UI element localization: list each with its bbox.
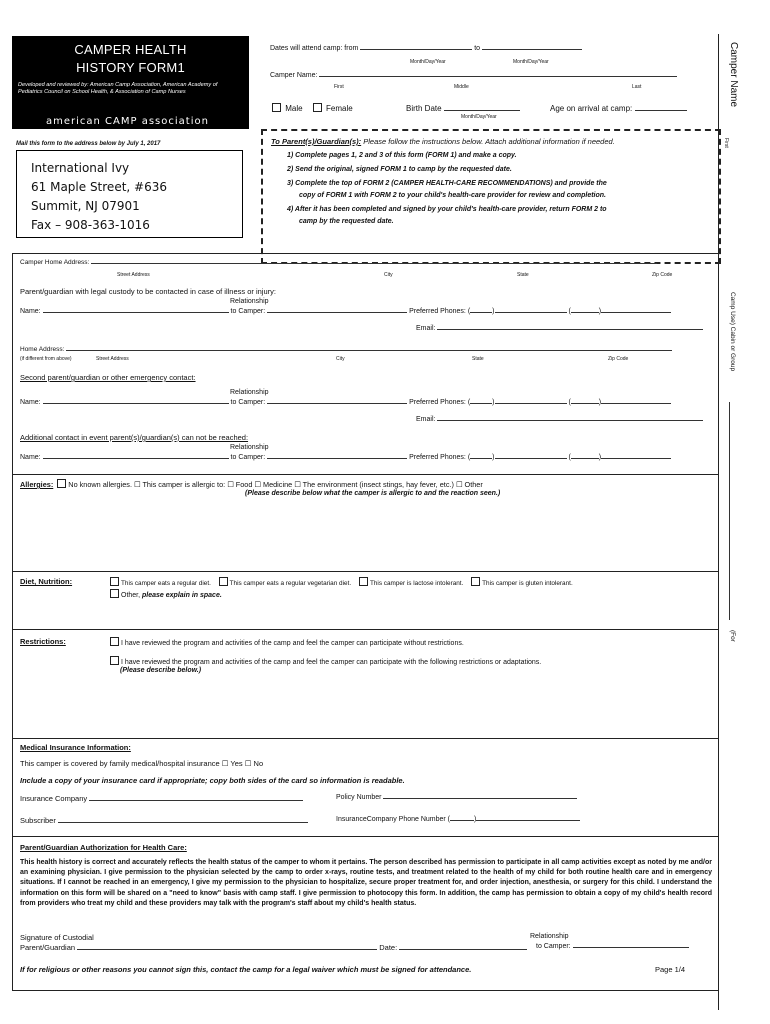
relationship-label-3: Relationship bbox=[230, 444, 269, 451]
regular-diet-checkbox[interactable] bbox=[110, 577, 119, 586]
policy-number-row: Policy Number bbox=[336, 794, 577, 801]
last-label: Last bbox=[632, 84, 642, 90]
additional-phone2-number[interactable] bbox=[601, 458, 671, 459]
parent2-phone2-area[interactable] bbox=[571, 403, 599, 404]
female-checkbox[interactable] bbox=[313, 103, 322, 112]
form-title-line1: CAMPER HEALTH bbox=[74, 42, 187, 57]
parent1-phone2-area[interactable] bbox=[571, 312, 599, 313]
sig-relationship-row: to Camper: bbox=[536, 943, 689, 950]
insurance-include-note: Include a copy of your insurance card if appropriate; copy both sides of the card so information is readable. bbox=[20, 776, 405, 785]
form-title-line2: HISTORY FORM1 bbox=[76, 60, 185, 75]
home-address-row: Camper Home Address: bbox=[20, 259, 657, 266]
instruction-step4a: 4) After it has been completed and signed by your child's health-care provider, return FORM 2 to bbox=[287, 206, 607, 213]
parent2-phone1-number[interactable] bbox=[495, 403, 567, 404]
subscriber-field[interactable] bbox=[58, 822, 308, 823]
insurance-heading: Medical Insurance Information: bbox=[20, 743, 131, 752]
age-field[interactable] bbox=[635, 110, 687, 111]
side-camper-name: Camper Name bbox=[728, 42, 739, 108]
allergies-describe: (Please describe below what the camper is allergic to and the reaction seen.) bbox=[245, 490, 501, 497]
gluten-intolerant-checkbox[interactable] bbox=[471, 577, 480, 586]
additional-name-field[interactable] bbox=[43, 458, 229, 459]
street-label: Street Address bbox=[117, 272, 150, 278]
female-label: Female bbox=[326, 104, 353, 113]
parent2-name-field[interactable] bbox=[43, 403, 229, 404]
additional-contact-row: Name: to Camper: Preferred Phones: ( ) ( ) bbox=[20, 454, 671, 461]
city2-label: City bbox=[336, 356, 345, 362]
developed-by: Developed and reviewed by: American Camp Association, American Academy of Pediatrics Council on School Health, & Association of Camp Nurses bbox=[18, 82, 218, 95]
instruction-step3b: copy of FORM 1 with FORM 2 to your child's health-care provider for review and completion. bbox=[299, 192, 606, 199]
restriction-option1: I have reviewed the program and activities of the camp and feel the camper can participate without restrictions. bbox=[108, 637, 464, 647]
additional-contact-heading: Additional contact in event parent(s)/guardian(s) can not be reached: bbox=[20, 433, 249, 442]
additional-relationship-field[interactable] bbox=[267, 458, 407, 459]
insurance-phone-row: InsuranceCompany Phone Number ( ) bbox=[336, 816, 580, 823]
instructions-box bbox=[261, 129, 721, 264]
parent1-row: Name: to Camper: Preferred Phones: ( ) ( ) bbox=[20, 308, 671, 315]
parent-heading: Parent/guardian with legal custody to be contacted in case of illness or injury: bbox=[20, 287, 276, 296]
dates-attend-row bbox=[270, 45, 582, 52]
no-known-allergies-checkbox[interactable] bbox=[57, 479, 66, 488]
page-number: Page 1/4 bbox=[655, 965, 686, 974]
parent1-phone2-number[interactable] bbox=[601, 312, 671, 313]
camper-name-label: Camper Name: bbox=[270, 72, 318, 79]
address-line1: International Ivy bbox=[31, 161, 130, 175]
side-camp-use-strip bbox=[718, 34, 755, 1010]
diet-other-checkbox[interactable] bbox=[110, 589, 119, 598]
dates-label: Dates will attend camp: from bbox=[270, 45, 359, 52]
parent1-email-row: Email: bbox=[416, 325, 703, 332]
parent2-phone2-number[interactable] bbox=[601, 403, 671, 404]
religious-waiver-note: If for religious or other reasons you cannot sign this, contact the camp for a legal waiver which must be signed for attendance. bbox=[20, 965, 472, 974]
section-rule bbox=[12, 474, 718, 475]
zip2-label: Zip Code bbox=[608, 356, 629, 362]
if-different-label: (if different from above) bbox=[20, 356, 72, 362]
no-restrictions-checkbox[interactable] bbox=[110, 637, 119, 646]
sig-relationship-field[interactable] bbox=[573, 947, 689, 948]
parent2-relationship-field[interactable] bbox=[267, 403, 407, 404]
section-rule bbox=[12, 990, 718, 991]
section-rule bbox=[12, 738, 718, 739]
allergies-label: Allergies: bbox=[20, 480, 54, 489]
insurance-phone-number[interactable] bbox=[476, 820, 580, 821]
parent1-relationship-field[interactable] bbox=[267, 312, 407, 313]
second-contact-heading: Second parent/guardian or other emergency contact: bbox=[20, 373, 196, 382]
instruction-step1: 1) Complete pages 1, 2 and 3 of this form (FORM 1) and make a copy. bbox=[287, 152, 517, 159]
sig-relationship-label: Relationship bbox=[530, 933, 569, 940]
parent1-phone1-number[interactable] bbox=[495, 312, 567, 313]
side-camp-use-label: Camp Use) Cabin or Group bbox=[729, 292, 736, 372]
middle-label: Middle bbox=[454, 84, 469, 90]
form-title-block bbox=[12, 36, 249, 129]
parent2-phone1-area[interactable] bbox=[470, 403, 492, 404]
mdy-label-3: Month/Day/Year bbox=[461, 114, 497, 120]
side-cabin-field[interactable] bbox=[729, 402, 730, 620]
signature-field[interactable] bbox=[77, 949, 377, 950]
section-rule bbox=[12, 253, 718, 254]
instruction-step3a: 3) Complete the top of FORM 2 (CAMPER HEALTH-CARE RECOMMENDATIONS) and provide the bbox=[287, 180, 607, 187]
signature-date-field[interactable] bbox=[399, 949, 527, 950]
camper-name-row bbox=[270, 72, 677, 79]
aca-logo: american CAMP association bbox=[46, 116, 209, 127]
city-label: City bbox=[384, 272, 393, 278]
camper-name-field[interactable] bbox=[319, 76, 677, 77]
allergies-options: No known allergies. ☐ This camper is allergic to: ☐ Food ☐ Medicine ☐ The environment (insect stings, hay fever, etc.) ☐ Other bbox=[68, 480, 483, 489]
policy-number-field[interactable] bbox=[383, 798, 577, 799]
relationship-label-2: Relationship bbox=[230, 389, 269, 396]
insurance-company-row: Insurance Company bbox=[20, 794, 303, 803]
additional-phone1-area[interactable] bbox=[470, 458, 492, 459]
mdy-label-1: Month/Day/Year bbox=[410, 59, 446, 65]
instructions-heading: To Parent(s)/Guardian(s): Please follow the instructions below. Attach additional information if needed. bbox=[271, 137, 615, 146]
date-from-field[interactable] bbox=[360, 49, 472, 50]
restrictions-label: Restrictions: bbox=[20, 637, 66, 646]
male-checkbox[interactable] bbox=[272, 103, 281, 112]
with-restrictions-checkbox[interactable] bbox=[110, 656, 119, 665]
sex-birth-row bbox=[270, 103, 353, 113]
insurance-covered[interactable]: This camper is covered by family medical/hospital insurance ☐ Yes ☐ No bbox=[20, 759, 264, 768]
insurance-phone-area[interactable] bbox=[450, 820, 474, 821]
restrictions-describe: (Please describe below.) bbox=[120, 667, 202, 674]
state-label: State bbox=[517, 272, 529, 278]
home-address2-field[interactable] bbox=[66, 350, 672, 351]
address-line2: 61 Maple Street, #636 bbox=[31, 180, 167, 194]
side-first-label: First bbox=[723, 138, 729, 148]
age-label: Age on arrival at camp: bbox=[550, 104, 633, 113]
male-label: Male bbox=[285, 104, 303, 113]
section-rule bbox=[12, 571, 718, 572]
subscriber-row: Subscriber bbox=[20, 816, 308, 825]
mdy-label-2: Month/Day/Year bbox=[513, 59, 549, 65]
authorization-body: This health history is correct and accurately reflects the health status of the camper to whom it pertains. The person described has permission to participate in all camp activities except as noted by me and/or an examining physician. I give permission to the physician selected by the camp to order x-rays, routine tests, and treatment related to the health of my child for both routine health care and in emergency situations. If I cannot be reached in an emergency, I give my permission to the physician to hospitalize, secure proper treatment for, and order injection, anesthesia, or surgery for this child. I understand the information on this form will be shared on a "need to know" basis with camp staff. I give permission to photocopy this form. In addition, the camp has permission to obtain a copy of my child's health record from providers who treat my child and these providers may talk with the program's staff about my child's health status. bbox=[20, 859, 712, 907]
additional-phone1-number[interactable] bbox=[495, 458, 567, 459]
section-rule bbox=[12, 629, 718, 630]
zip-label: Zip Code bbox=[652, 272, 673, 278]
allergies-row bbox=[20, 479, 483, 489]
diet-other-row: Other, please explain in space. bbox=[108, 589, 222, 599]
relationship-label-1: Relationship bbox=[230, 298, 269, 305]
birth-date-label: Birth Date bbox=[406, 104, 442, 113]
diet-options-row: This camper eats a regular diet. This camper eats a regular vegetarian diet. This camper is lactose intolerant. This camper is gluten intolerant. bbox=[108, 577, 573, 587]
address-line4: Fax – 908-363-1016 bbox=[31, 218, 150, 232]
parent2-email-field[interactable] bbox=[437, 420, 703, 421]
additional-phone2-area[interactable] bbox=[571, 458, 599, 459]
state2-label: State bbox=[472, 356, 484, 362]
first-label: First bbox=[334, 84, 344, 90]
section-rule bbox=[12, 836, 718, 837]
parent1-name-field[interactable] bbox=[43, 312, 229, 313]
birth-date-row bbox=[406, 104, 520, 113]
birth-date-field[interactable] bbox=[444, 110, 520, 111]
to-label: to bbox=[474, 45, 481, 52]
parent2-row: Name: to Camper: Preferred Phones: ( ) ( ) bbox=[20, 399, 671, 406]
parent2-email-row: Email: bbox=[416, 416, 703, 423]
allergies-description-area[interactable] bbox=[20, 502, 710, 566]
parent1-email-field[interactable] bbox=[437, 329, 703, 330]
home-address-field[interactable] bbox=[91, 263, 657, 264]
signature-label-1: Signature of Custodial bbox=[20, 933, 94, 942]
street2-label: Street Address bbox=[96, 356, 129, 362]
instruction-step2: 2) Send the original, signed FORM 1 to camp by the requested date. bbox=[287, 166, 512, 173]
diet-label: Diet, Nutrition: bbox=[20, 577, 73, 586]
authorization-heading: Parent/Guardian Authorization for Health Care: bbox=[20, 843, 187, 852]
left-border bbox=[12, 253, 13, 990]
address-line3: Summit, NJ 07901 bbox=[31, 199, 140, 213]
home-address2-row: Home Address: bbox=[20, 346, 672, 353]
mail-by-note: Mail this form to the address below by July 1, 2017 bbox=[16, 141, 161, 147]
date-to-field[interactable] bbox=[482, 49, 582, 50]
instruction-step4b: camp by the requested date. bbox=[299, 218, 394, 225]
restriction-option2: I have reviewed the program and activities of the camp and feel the camper can participate with the following restrictions or adaptations. bbox=[108, 656, 541, 666]
insurance-company-field[interactable] bbox=[89, 800, 303, 801]
vegetarian-diet-checkbox[interactable] bbox=[219, 577, 228, 586]
side-for-label: (For bbox=[729, 630, 736, 642]
signature-row: Parent/Guardian Date: bbox=[20, 943, 527, 952]
mailing-address-box bbox=[16, 150, 243, 238]
parent1-phone1-field[interactable] bbox=[470, 312, 492, 313]
age-row bbox=[550, 104, 687, 113]
lactose-intolerant-checkbox[interactable] bbox=[359, 577, 368, 586]
